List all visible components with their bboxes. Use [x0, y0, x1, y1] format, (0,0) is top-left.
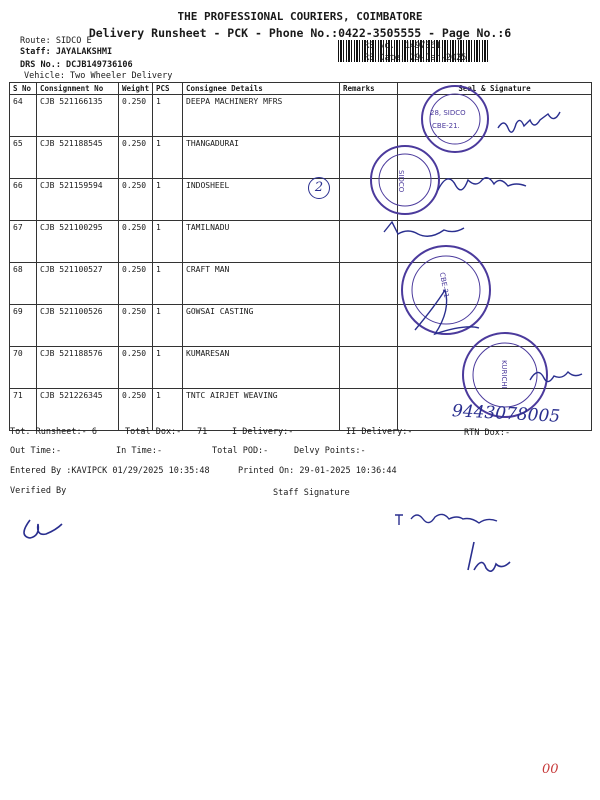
cell-pcs: 1: [153, 305, 183, 347]
cell-weight: 0.250: [119, 389, 153, 431]
drs-number: DRS No.: DCJB149736106: [20, 60, 133, 70]
rs-date: RS Date: 29-Jan-2025: [364, 53, 467, 63]
cell-sno: 71: [10, 389, 37, 431]
cell-weight: 0.250: [119, 179, 153, 221]
entered-by: Entered By :KAVIPCK 01/29/2025 10:35:48: [10, 466, 210, 476]
total-dox-label: Total Dox:-: [125, 427, 182, 437]
cell-consignee: CRAFT MAN: [183, 263, 340, 305]
cell-consignee: TAMILNADU: [183, 221, 340, 263]
i-delivery: I Delivery:-: [232, 427, 294, 437]
cell-consignment: CJB 521188545: [37, 137, 119, 179]
cell-sno: 66: [10, 179, 37, 221]
cell-consignee: DEEPA MACHINERY MFRS: [183, 95, 340, 137]
cell-weight: 0.250: [119, 95, 153, 137]
cell-consignee: THANGADURAI: [183, 137, 340, 179]
signature: [498, 112, 560, 132]
cell-consignment: CJB 521100295: [37, 221, 119, 263]
staff-signature: [468, 542, 510, 571]
col-weight: Weight: [119, 83, 153, 95]
total-runsheet: Tot. Runsheet:- 6: [10, 427, 97, 437]
cell-sno: 68: [10, 263, 37, 305]
cell-weight: 0.250: [119, 137, 153, 179]
cell-pcs: 1: [153, 179, 183, 221]
col-sno: S No: [10, 83, 37, 95]
circled-number: 2: [308, 177, 330, 199]
col-seal-signature: Seal & Signature: [398, 83, 592, 95]
vehicle: Vehicle: Two Wheeler Delivery: [24, 71, 173, 81]
col-consignee: Consignee Details: [183, 83, 340, 95]
cell-pcs: 1: [153, 263, 183, 305]
cell-consignee: KUMARESAN: [183, 347, 340, 389]
cell-pcs: 1: [153, 347, 183, 389]
company-seal-stamp: [371, 146, 439, 214]
stamp-text: 28, SIDCO: [430, 109, 466, 117]
cell-consignee: INDOSHEEL: [183, 179, 340, 221]
cell-sno: 69: [10, 305, 37, 347]
in-time: In Time:-: [116, 446, 163, 456]
corner-mark: 00: [542, 762, 559, 777]
cell-consignment: CJB 521226345: [37, 389, 119, 431]
col-consignment: Consignment No: [37, 83, 119, 95]
cell-consignment: CJB 521100527: [37, 263, 119, 305]
verified-signature: [24, 520, 62, 538]
handwritten-phone-note: 9443078005: [451, 401, 561, 427]
cell-consignment: CJB 521159594: [37, 179, 119, 221]
cell-consignment: CJB 521188576: [37, 347, 119, 389]
cell-pcs: 1: [153, 221, 183, 263]
cell-consignee: GOWSAI CASTING: [183, 305, 340, 347]
cell-consignment: CJB 521100526: [37, 305, 119, 347]
cell-sno: 70: [10, 347, 37, 389]
col-remarks: Remarks: [340, 83, 398, 95]
rtn-dox: RTN Dox:-: [464, 428, 511, 438]
ii-delivery: II Delivery:-: [346, 427, 413, 437]
cell-sno: 64: [10, 95, 37, 137]
signature: [530, 372, 582, 382]
company-title: THE PROFESSIONAL COURIERS, COIMBATORE: [177, 10, 423, 23]
cell-consignment: CJB 521166135: [37, 95, 119, 137]
cell-weight: 0.250: [119, 263, 153, 305]
cell-consignee: TNTC AIRJET WEAVING: [183, 389, 340, 431]
cell-pcs: 1: [153, 95, 183, 137]
company-seal-stamp: [422, 86, 488, 152]
staff: Staff: JAYALAKSHMI: [20, 47, 113, 57]
col-pcs: PCS: [153, 83, 183, 95]
signature: [438, 178, 526, 190]
stamp-text: CBE-21.: [432, 122, 460, 130]
delvy-points: Delvy Points:-: [294, 446, 366, 456]
cell-sno: 67: [10, 221, 37, 263]
runsheet-subtitle: Delivery Runsheet - PCK - Phone No.:0422-3505555 - Page No.:6: [88, 26, 512, 40]
company-seal-stamp: [402, 246, 490, 334]
total-dox-value: 71: [197, 427, 208, 437]
printed-on: Printed On: 29-01-2025 10:36:44: [238, 466, 397, 476]
cell-weight: 0.250: [119, 305, 153, 347]
cell-weight: 0.250: [119, 347, 153, 389]
signature: [384, 222, 464, 236]
stamp-text: SIDCO: [397, 170, 405, 193]
verified-by: Verified By: [10, 486, 67, 496]
cell-sno: 65: [10, 137, 37, 179]
cell-weight: 0.250: [119, 221, 153, 263]
staff-signature: [395, 514, 497, 525]
stamp-text: CBE-21: [437, 271, 451, 299]
route: Route: SIDCO E: [20, 36, 92, 46]
stamp-text: KURICHI: [500, 360, 508, 389]
cell-pcs: 1: [153, 389, 183, 431]
rs-number: RS No.: 1497361: [364, 41, 441, 51]
out-time: Out Time:-: [10, 446, 62, 456]
total-pod: Total POD:-: [212, 446, 269, 456]
staff-signature-label: Staff Signature: [273, 488, 350, 498]
cell-pcs: 1: [153, 137, 183, 179]
